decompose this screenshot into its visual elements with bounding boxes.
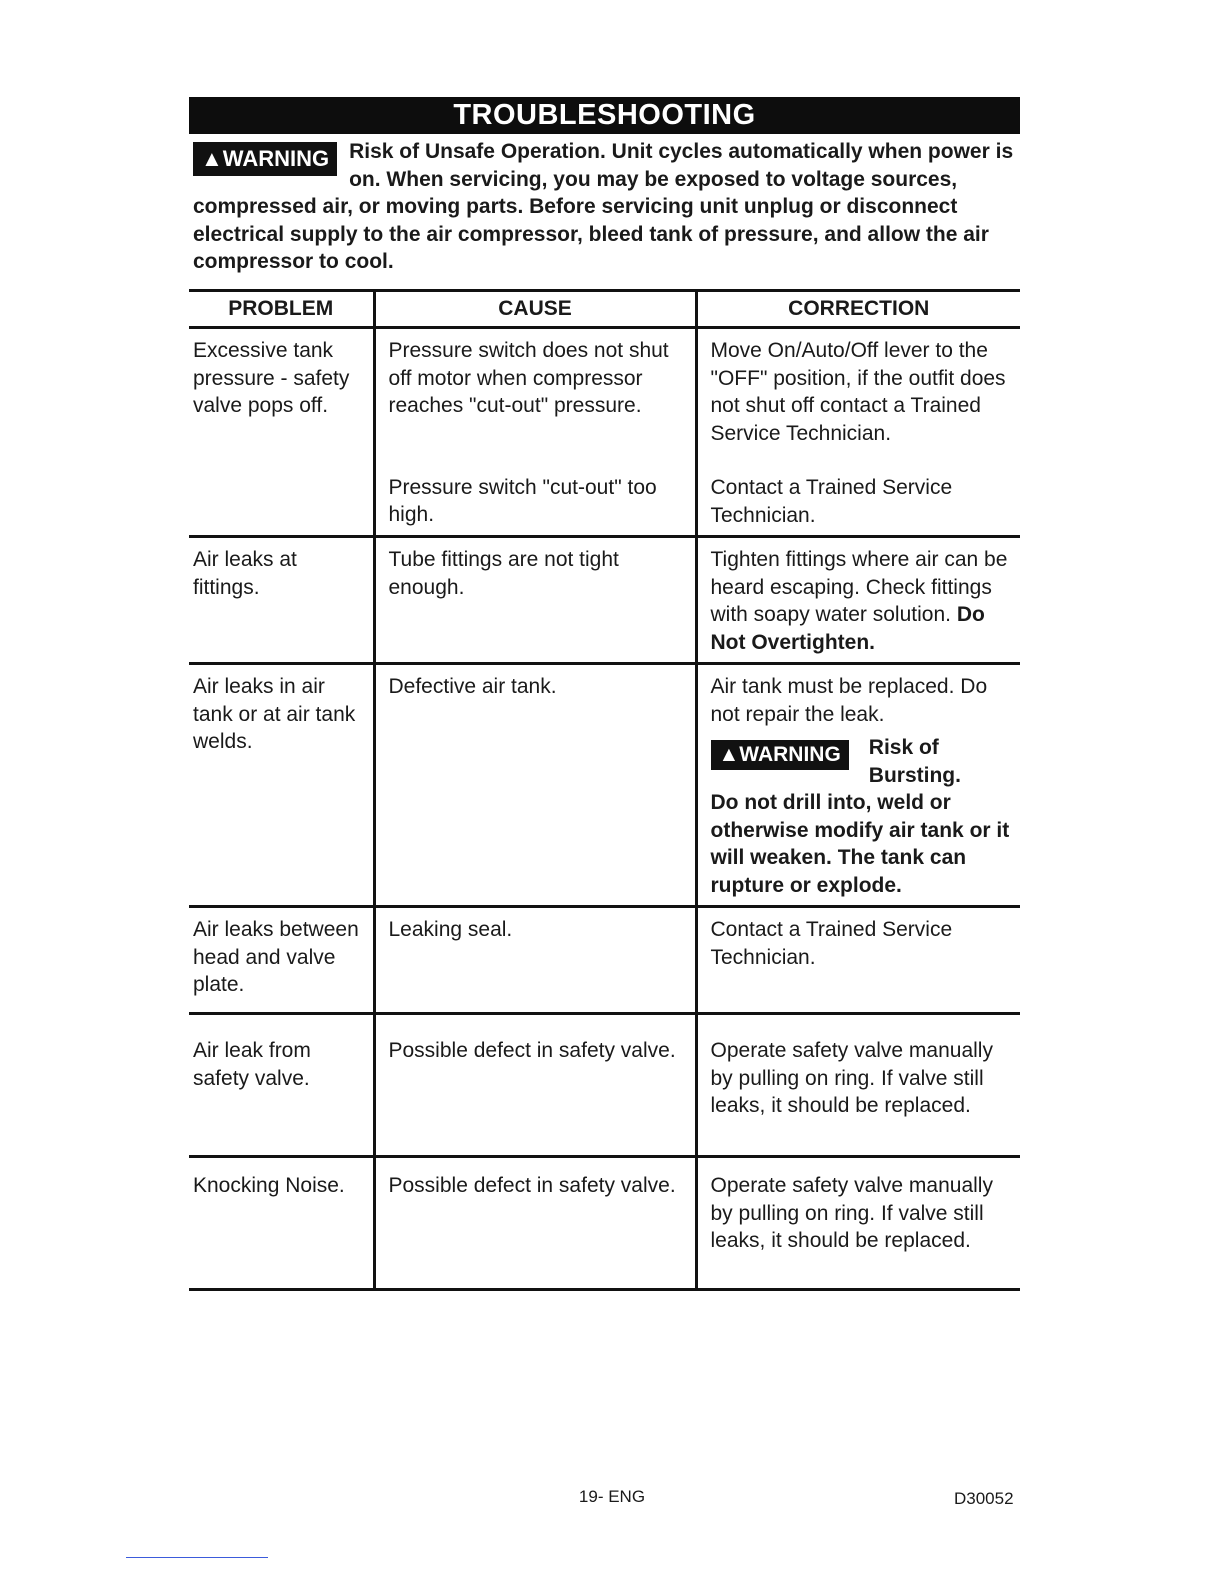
problem-cell: Air leak from safety valve. bbox=[189, 1014, 374, 1157]
correction-text: Contact a Trained Service Technician. bbox=[710, 476, 953, 527]
cause-text: Pressure switch "cut-out" too high. bbox=[388, 475, 657, 526]
warning-badge: ▲WARNING bbox=[711, 740, 849, 770]
table-row bbox=[189, 328, 1020, 537]
table-row bbox=[189, 1157, 1020, 1290]
correction-cell bbox=[696, 537, 1020, 664]
problem-cell: Air leaks in air tank or at air tank welds. bbox=[189, 664, 374, 907]
table-header-row bbox=[189, 291, 1020, 328]
cause-cell: Leaking seal. bbox=[374, 907, 696, 1014]
table-row bbox=[189, 537, 1020, 664]
cause-cell: Possible defect in safety valve. bbox=[374, 1014, 696, 1157]
cause-cell: Defective air tank. bbox=[374, 664, 696, 907]
header-cause: CAUSE bbox=[374, 291, 696, 328]
section-title: TROUBLESHOOTING bbox=[189, 97, 1020, 134]
header-correction: CORRECTION bbox=[696, 291, 1020, 328]
tank-warning bbox=[711, 734, 1017, 899]
correction-text: Tighten fittings where air can be heard escaping. Check fittings with soapy water solution. bbox=[710, 548, 1008, 626]
warning-text-line1: Risk of Unsafe Operation. Unit cycles automatically when power is on. When servicing, you may be exposed to bbox=[349, 140, 1014, 191]
document-code: D30052 bbox=[954, 1489, 1014, 1508]
link-underline bbox=[126, 1557, 268, 1558]
cause-text: Pressure switch does not shut off motor when compressor reaches "cut-out" pressure. bbox=[388, 339, 669, 417]
table-row bbox=[189, 664, 1020, 907]
page-number: 19- ENG bbox=[578, 1487, 646, 1506]
correction-cell: Operate safety valve manually by pulling on ring. If valve still leaks, it should be replaced. bbox=[696, 1014, 1020, 1157]
problem-cell: Air leaks between head and valve plate. bbox=[189, 907, 374, 1014]
warning-title: Bursting. bbox=[868, 763, 961, 787]
warning-text-line2: voltage sources, compressed air, or moving parts. Before servicing unit unplug or disconnect electrical supply to the air compressor, bleed tank of pressure, and allow the air compressor to cool. bbox=[193, 167, 989, 273]
problem-cell: Air leaks at fittings. bbox=[189, 537, 374, 664]
correction-emphasis: Do Not Overtighten. bbox=[710, 603, 985, 654]
problem-cell: Knocking Noise. bbox=[189, 1157, 374, 1290]
correction-text: Move On/Auto/Off lever to the "OFF" position, if the outfit does not shut off contact a Trained Service Technician. bbox=[710, 339, 1006, 445]
warning-title: Risk of bbox=[868, 736, 939, 759]
troubleshooting-table bbox=[189, 289, 1020, 1291]
correction-cell bbox=[696, 328, 1020, 537]
cause-cell: Possible defect in safety valve. bbox=[374, 1157, 696, 1290]
correction-cell bbox=[696, 664, 1020, 907]
problem-cell: Excessive tank pressure - safety valve pops off. bbox=[189, 328, 374, 537]
table-row bbox=[189, 907, 1020, 1014]
correction-text: Air tank must be replaced. Do not repair the leak. bbox=[710, 675, 988, 726]
cause-cell bbox=[374, 328, 696, 537]
correction-cell: Operate safety valve manually by pulling on ring. If valve still leaks, it should be replaced. bbox=[696, 1157, 1020, 1290]
table-row bbox=[189, 1014, 1020, 1157]
warning-text: Do not drill into, weld or otherwise modify air tank or it will weaken. The tank can rupture or explode. bbox=[710, 791, 1010, 897]
header-problem: PROBLEM bbox=[189, 291, 374, 328]
warning-notice bbox=[193, 138, 1023, 276]
cause-cell: Tube fittings are not tight enough. bbox=[374, 537, 696, 664]
correction-cell: Contact a Trained Service Technician. bbox=[696, 907, 1020, 1014]
warning-badge: ▲WARNING bbox=[193, 142, 337, 176]
